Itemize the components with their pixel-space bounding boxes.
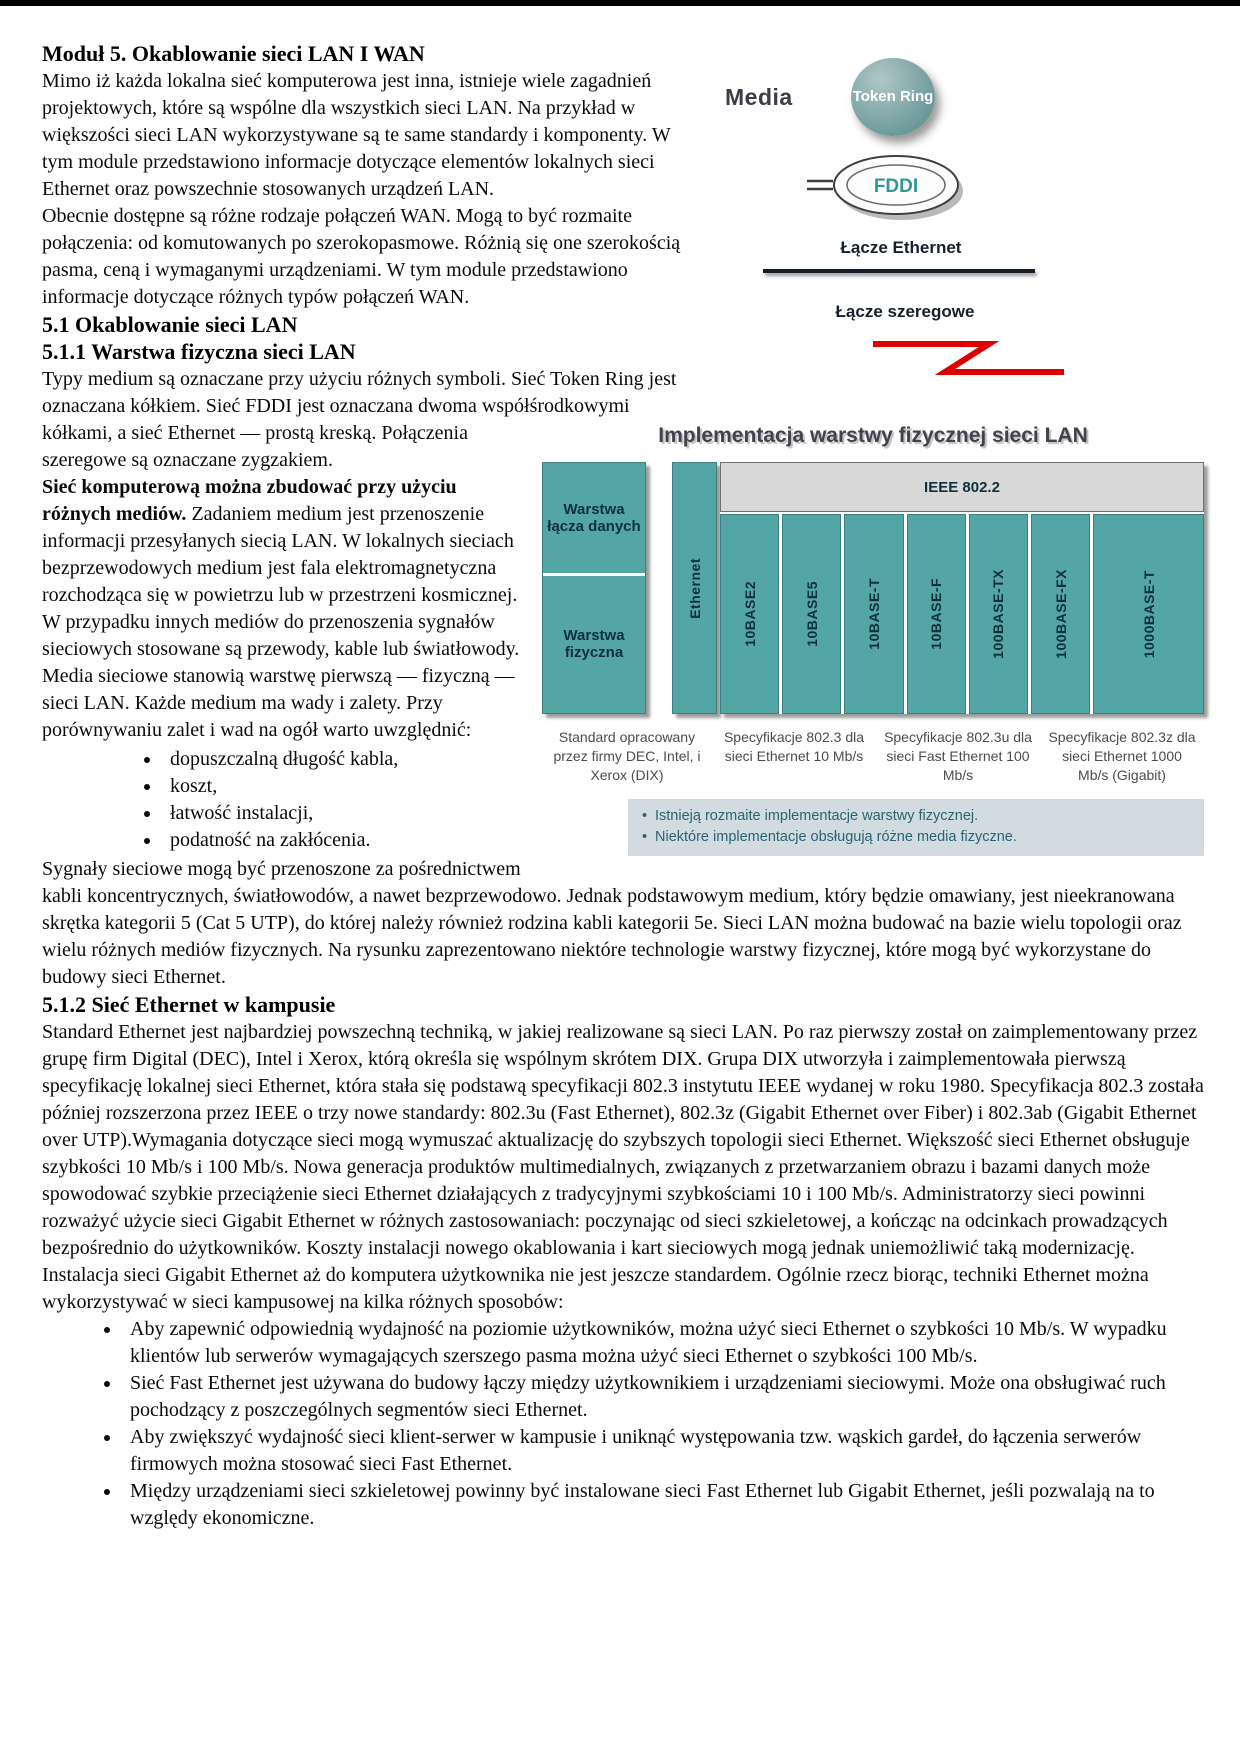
physical-layer-cell: Warstwa fizyczna — [563, 627, 625, 662]
standard-label: 100BASE-FX — [1052, 569, 1069, 659]
standard-column-1000base-t — [1093, 514, 1204, 714]
section-5-1-2-heading: 5.1.2 Sieć Ethernet w kampusie — [42, 992, 336, 1017]
ieee-802-2-box: IEEE 802.2 — [720, 462, 1204, 512]
lan-diagram-grid — [542, 462, 1204, 714]
standard-column-10base2 — [720, 514, 779, 714]
ethernet-column-label: Ethernet — [686, 557, 703, 619]
lan-figure-title: Implementacja warstwy fizycznej sieci LAN — [658, 424, 1088, 447]
caption-802-3u: Specyfikacje 802.3u dla sieci Fast Ethernet 100 Mb/s — [884, 729, 1032, 783]
intro-paragraph-1: Mimo iż każda lokalna sieć komputerowa jest inna, istnieje wiele zagadnień projektowych, które są wspólne dla wszystkich sieci LAN. Na przykład w większości sieci LAN wykorzystywane są te same standardy i komponenty. W tym module przedstawiono informacje dotyczące elementów lokalnych sieci Ethernet oraz powszechnie stosowanych urządzeń LAN. — [42, 70, 671, 200]
fddi-symbol — [803, 144, 973, 228]
list-item: • dopuszczalną długość kabla, — [162, 746, 1204, 773]
serial-zigzag-symbol — [871, 332, 1066, 382]
lan-physical-layer-figure — [542, 424, 1204, 856]
standard-column-100base-tx — [969, 514, 1028, 714]
list-item: • koszt, — [162, 773, 1204, 800]
media-paragraph-body: Zadaniem medium jest przenoszenie informacji przesyłanych siecią LAN. W lokalnych sieciach bezprzewodowych medium jest fala elektromagnetyczna rozchodząca się w powietrzu lub w przestrzeni kosmicznej. W przypadku innych mediów do przenoszenia sygnałów sieciowych stosowane są przewody, kable lub światłowody. Media sieciowe stanowią warstwę pierwszą — fizyczną — sieci LAN. Każde medium ma wady i zalety. Przy porównywaniu zalet i wad na ogół warto uwzględnić: — [42, 503, 520, 741]
standard-column-100base-fx — [1031, 514, 1090, 714]
token-ring-label: Token Ring — [852, 88, 934, 105]
zigzag-line — [873, 344, 1064, 372]
data-link-layer-cell: Warstwa łącza danych — [543, 463, 645, 576]
fddi-label: FDDI — [873, 176, 919, 197]
list-item: • Aby zapewnić odpowiednią wydajność na poziomie użytkowników, można użyć sieci Ethernet o szybkości 10 Mb/s. W wypadku klientów lub serwerów wymagających szerszego pasma można użyć sieci Ethernet o szybkości 100 Mb/s. — [122, 1316, 1204, 1370]
section-5-1-heading: 5.1 Okablowanie sieci LAN — [42, 312, 298, 337]
standard-label: 100BASE-TX — [990, 569, 1007, 659]
standard-label: 1000BASE-T — [1140, 569, 1157, 659]
list-item: • łatwość instalacji, — [162, 800, 1204, 827]
token-ring-symbol — [851, 58, 935, 136]
signals-paragraph: Sygnały sieciowe mogą być przenoszone za pośrednictwem kabli koncentrycznych, światłowodów, a nawet bezprzewodowo. Jednak podstawowym medium, który będzie omawiany, jest nieekranowana skrętka kategorii 5 (Cat 5 UTP), do której należy również rodzina kabli kategorii 5e. Sieci LAN można budować na bazie wielu topologii oraz wielu różnych mediów fizycznych. Na rysunku zaprezentowano niektóre technologie warstwy fizycznej, które mogą być wykorzystane do budowy sieci Ethernet. — [42, 858, 1182, 988]
symbols-paragraph-b: kółkami, a sieć Ethernet — prostą kreską. Połączenia szeregowe są oznaczane zygzakiem. — [42, 422, 468, 471]
module-title: Moduł 5. Okablowanie sieci LAN I WAN — [42, 41, 425, 66]
figure-note: • Niektóre implementacje obsługują różne media fizyczne. — [640, 827, 1192, 849]
diagram-spacer — [646, 462, 672, 714]
ethernet-campus-paragraph: Standard Ethernet jest najbardziej powszechną techniką, w jakiej realizowane są sieci LAN. Po raz pierwszy został on zaimplementowany przez grupę firm Digital (DEC), Intel i Xerox, którą określa się wspólnym skrótem DIX. Grupa DIX utworzyła i zaimplementowała pierwszą specyfikację lokalnej sieci Ethernet, która stała się podstawą specyfikacji 802.3 instytutu IEEE wydanej w roku 1980. Specyfikacja 802.3 została później rozszerzona przez IEEE o trzy nowe standardy: 802.3u (Fast Ethernet), 802.3z (Gigabit Ethernet over Fiber) i 802.3ab (Gigabit Ethernet over UTP).Wymagania dotyczące sieci mogą wymuszać aktualizację do szybszych topologii sieci Ethernet. Większość sieci Ethernet obsługuje szybkości 10 Mb/s i 100 Mb/s. Nowa generacja produktów multimedialnych, związanych z przetwarzaniem obrazu i bazami danych może spowodować szybkie przeciążenie sieci Ethernet działających z tradycyjnymi szybkościami 10 i 100 Mb/s. Administratorzy sieci powinni rozważyć użycie sieci Gigabit Ethernet w różnych zastosowaniach: poczynając od sieci szkieletowej, a kończąc na odcinkach prowadzących bezpośrednio do użytkowników. Koszty instalacji nowego okablowania i kart sieciowych mogą jednak uniemożliwić taką modernizację. Instalacja sieci Gigabit Ethernet aż do komputera użytkownika nie jest jeszcze standardem. Ogólnie rzecz biorąc, techniki Ethernet można wykorzystywać w sieci kampusowej na kilka różnych sposobów: — [42, 1021, 1204, 1313]
standard-label: 10BASE-T — [866, 578, 883, 650]
standards-captions — [542, 728, 1204, 785]
list-item: • podatność na zakłócenia. — [162, 827, 1204, 854]
symbols-paragraph-a: Typy medium są oznaczane przy użyciu różnych symboli. Sieć Token Ring jest oznaczana kółkiem. Sieć FDDI jest oznaczana dwoma współśrodkowymi — [42, 368, 677, 417]
standards-columns — [720, 512, 1204, 714]
ethernet-column — [672, 462, 717, 714]
ethernet-line-symbol — [763, 269, 1035, 273]
figure-notes-box — [628, 799, 1204, 857]
caption-802-3: Specyfikacje 802.3 dla sieci Ethernet 10 Mb/s — [723, 729, 865, 764]
serial-link-label: Łącze szeregowe — [835, 302, 975, 321]
osi-layers-box — [542, 462, 646, 714]
section-5-1-1-heading: 5.1.1 Warstwa fizyczna sieci LAN — [42, 339, 356, 364]
caption-dix: Standard opracowany przez firmy DEC, Intel, i Xerox (DIX) — [553, 729, 701, 783]
document-page — [0, 6, 1240, 1572]
media-paragraph-lead: Sieć komputerową można zbudować przy użyciu różnych mediów. — [42, 476, 457, 525]
standard-label: 10BASE2 — [741, 581, 758, 647]
intro-paragraph-2: Obecnie dostępne są różne rodzaje połączeń WAN. Mogą to być rozmaite połączenia: od komutowanych po szerokopasmowe. Różnią się one szerokością pasma, ceną i wymaganymi urządzeniami. W tym module przedstawiono informacje dotyczące różnych typów połączeń WAN. — [42, 205, 681, 308]
standard-column-10base-t — [844, 514, 903, 714]
standard-label: 10BASE-F — [928, 578, 945, 650]
standard-label: 10BASE5 — [803, 581, 820, 647]
list-item: • Sieć Fast Ethernet jest używana do budowy łączy między użytkownikiem i urządzeniami sieciowymi. Może ona obsługiwać ruch pochodzący z poszczególnych segmentów sieci Ethernet. — [122, 1370, 1204, 1424]
figure-note: • Istnieją rozmaite implementacje warstwy fizycznej. — [640, 806, 1192, 828]
caption-802-3z: Specyfikacje 802.3z dla sieci Ethernet 1000 Mb/s (Gigabit) — [1048, 729, 1196, 783]
list-item: • Aby zwiększyć wydajność sieci klient-serwer w kampusie i uniknąć występowania tzw. wąskich gardeł, do łączenia serwerów firmowych można stosować sieci Fast Ethernet. — [122, 1424, 1204, 1478]
standard-column-10base-f — [907, 514, 966, 714]
standard-column-10base5 — [782, 514, 841, 714]
media-legend-figure — [699, 40, 1204, 382]
media-figure-title: Media — [725, 84, 793, 110]
list-item: • Między urządzeniami sieci szkieletowej powinny być instalowane sieci Fast Ethernet lub Gigabit Ethernet, jeśli pozwalają na to względy ekonomiczne. — [122, 1478, 1204, 1532]
campus-usage-list — [42, 1316, 1204, 1532]
ethernet-link-label: Łącze Ethernet — [840, 238, 962, 257]
standards-block — [720, 462, 1204, 714]
